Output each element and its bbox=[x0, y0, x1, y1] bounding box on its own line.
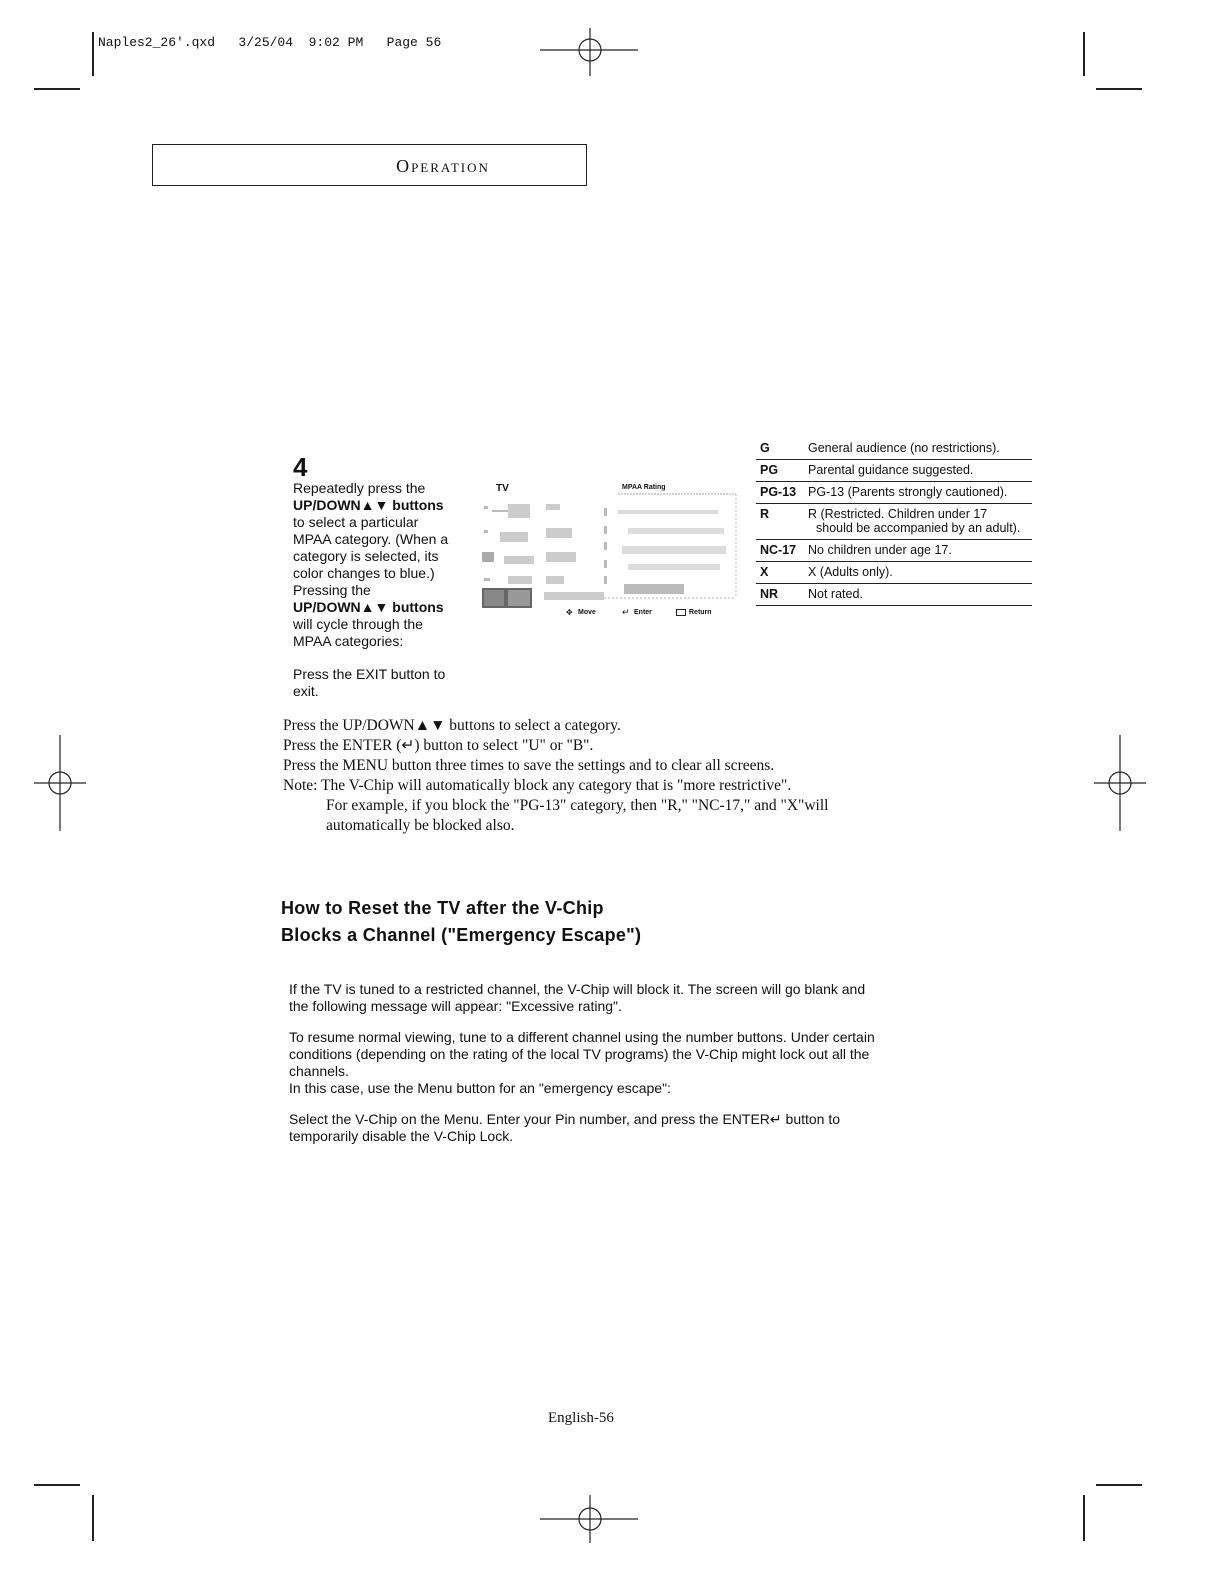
rating-desc: X (Adults only). bbox=[808, 565, 893, 579]
step-exit-line: Press the EXIT button to bbox=[293, 666, 446, 682]
rating-row bbox=[756, 584, 1032, 606]
registration-mark-bottom bbox=[540, 1495, 640, 1545]
move-icon: ✥ bbox=[566, 608, 573, 617]
rating-row bbox=[756, 482, 1032, 504]
section-header-title: Operation bbox=[396, 156, 490, 176]
paragraph-line: conditions (depending on the rating of the local TV programs) the V-Chip might lock out all the bbox=[289, 1046, 870, 1062]
paragraph-line: temporarily disable the V-Chip Lock. bbox=[289, 1128, 514, 1144]
screen-label-title: MPAA Rating bbox=[622, 484, 666, 491]
step-line: category is selected, its bbox=[293, 548, 439, 564]
step-line: MPAA category. (When a bbox=[293, 531, 449, 547]
crop-mark bbox=[1096, 1484, 1142, 1486]
crop-mark bbox=[1083, 1495, 1085, 1541]
heading-line: How to Reset the TV after the V-Chip bbox=[281, 898, 604, 918]
step-exit-line: exit. bbox=[293, 683, 319, 699]
rating-code: PG bbox=[760, 463, 779, 477]
paragraph-line: To resume normal viewing, tune to a different channel using the number buttons. Under certain bbox=[289, 1029, 875, 1045]
rating-desc: PG-13 (Parents strongly cautioned). bbox=[808, 485, 1008, 499]
instruction-line: Note: The V-Chip will automatically block any category that is "more restrictive". bbox=[283, 777, 792, 794]
tv-menu-screenshot bbox=[478, 480, 740, 620]
rating-desc: General audience (no restrictions). bbox=[808, 441, 1000, 455]
rating-desc-line: R (Restricted. Children under 17 bbox=[808, 507, 988, 521]
print-slug: Naples2_26'.qxd 3/25/04 9:02 PM Page 56 bbox=[98, 35, 442, 50]
rating-desc bbox=[808, 507, 1032, 535]
category-instructions bbox=[283, 716, 983, 836]
rating-row bbox=[756, 504, 1032, 540]
rating-code: NC-17 bbox=[760, 543, 797, 557]
enter-icon: ↵ bbox=[622, 607, 630, 617]
step-line: will cycle through the bbox=[293, 616, 423, 632]
mpaa-rating-table bbox=[756, 438, 1032, 606]
crop-mark bbox=[92, 32, 94, 76]
section-header bbox=[152, 144, 587, 186]
crop-mark bbox=[34, 88, 80, 90]
instruction-line: automatically be blocked also. bbox=[326, 817, 515, 834]
rating-code: G bbox=[760, 441, 770, 455]
step-line: UP/DOWN▲▼ buttons bbox=[293, 599, 444, 615]
rating-row bbox=[756, 540, 1032, 562]
instruction-line: Press the UP/DOWN▲▼ buttons to select a category. bbox=[283, 717, 621, 734]
rating-code: PG-13 bbox=[760, 485, 797, 499]
rating-desc: Not rated. bbox=[808, 587, 863, 601]
crop-mark bbox=[34, 1484, 80, 1486]
screen-footer-move: Move bbox=[578, 609, 596, 616]
paragraph-line: If the TV is tuned to a restricted channel, the V-Chip will block it. The screen will go blank and bbox=[289, 981, 866, 997]
screen-footer-enter: Enter bbox=[634, 609, 652, 616]
rating-row bbox=[756, 562, 1032, 584]
emergency-escape-body bbox=[289, 981, 989, 1145]
step-line: to select a particular bbox=[293, 514, 419, 530]
rating-row bbox=[756, 438, 1032, 460]
page-folio: English-56 bbox=[548, 1410, 614, 1426]
screen-footer-return: Return bbox=[689, 609, 712, 616]
instruction-line: Press the MENU button three times to save the settings and to clear all screens. bbox=[283, 757, 775, 774]
step-line: Repeatedly press the bbox=[293, 480, 426, 496]
rating-desc: No children under age 17. bbox=[808, 543, 952, 557]
paragraph-line: channels. bbox=[289, 1063, 349, 1079]
registration-mark-right bbox=[1092, 733, 1148, 833]
step-number: 4 bbox=[293, 452, 308, 482]
step-instructions bbox=[293, 480, 473, 700]
heading-line: Blocks a Channel ("Emergency Escape") bbox=[281, 925, 642, 945]
crop-mark bbox=[1096, 88, 1142, 90]
paragraph-line: In this case, use the Menu button for an "emergency escape": bbox=[289, 1080, 671, 1096]
rating-row bbox=[756, 460, 1032, 482]
instruction-line: For example, if you block the "PG-13" category, then "R," "NC-17," and "X"will bbox=[326, 797, 829, 814]
crop-mark bbox=[92, 1495, 94, 1541]
step-line: MPAA categories: bbox=[293, 633, 404, 649]
screen-graphic bbox=[478, 480, 740, 620]
return-icon bbox=[676, 609, 686, 616]
rating-desc-line: should be accompanied by an adult). bbox=[816, 521, 1021, 535]
screen-label-tv: TV bbox=[496, 483, 509, 494]
rating-code: R bbox=[760, 507, 770, 521]
instruction-line: Press the ENTER (↵) button to select "U" or "B". bbox=[283, 737, 594, 754]
rating-code: X bbox=[760, 565, 769, 579]
registration-mark-top bbox=[540, 28, 640, 78]
rating-desc: Parental guidance suggested. bbox=[808, 463, 974, 477]
registration-mark-left bbox=[32, 733, 88, 833]
paragraph-line: the following message will appear: "Excessive rating". bbox=[289, 998, 622, 1014]
step-line: color changes to blue.) bbox=[293, 565, 435, 581]
crop-mark bbox=[1083, 32, 1085, 76]
step-line: UP/DOWN▲▼ buttons bbox=[293, 497, 444, 513]
emergency-escape-heading bbox=[281, 895, 981, 949]
rating-code: NR bbox=[760, 587, 779, 601]
step-line: Pressing the bbox=[293, 582, 371, 598]
paragraph-line: Select the V-Chip on the Menu. Enter your Pin number, and press the ENTER↵ button to bbox=[289, 1111, 841, 1127]
